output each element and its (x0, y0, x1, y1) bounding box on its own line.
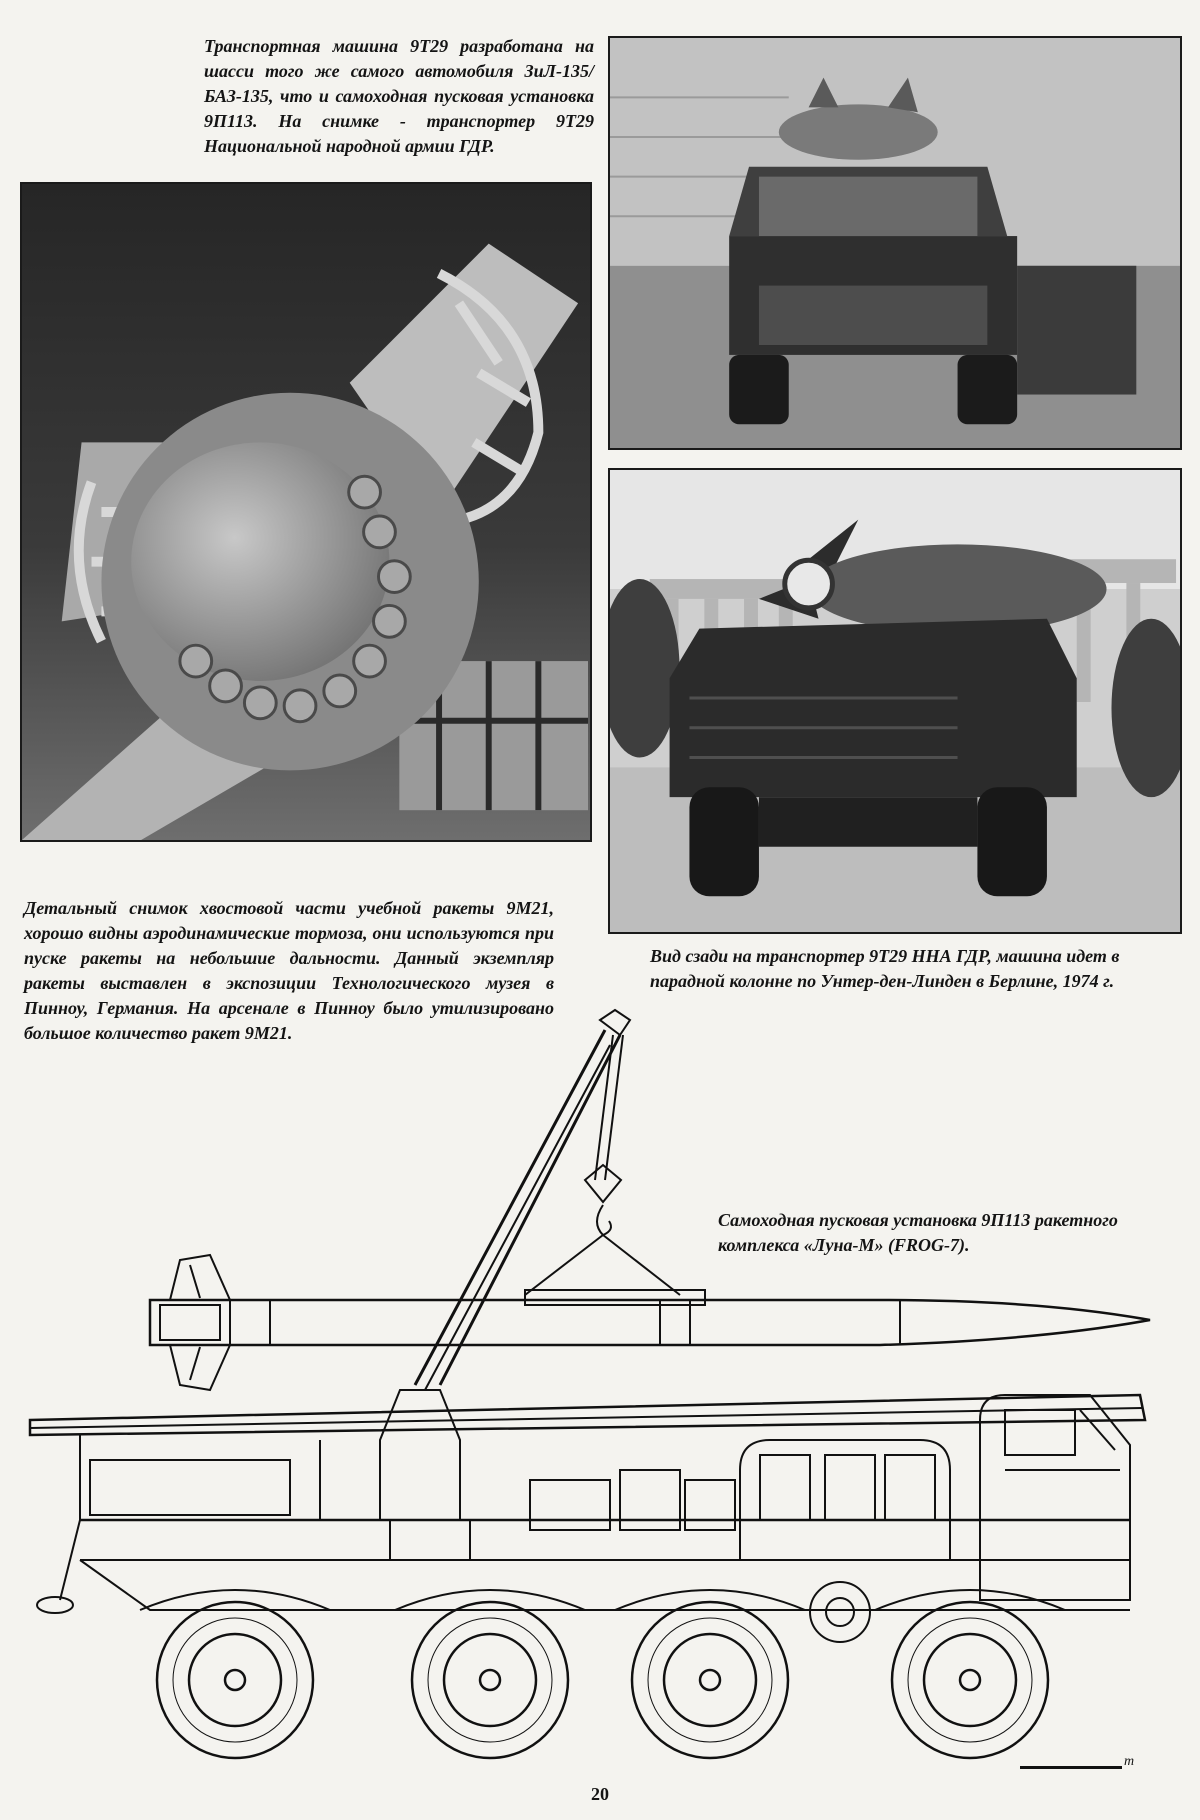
caption-launcher-drawing: Самоходная пусковая установка 9П113 ракетного комплекса «Луна-М» (FROG-7). (718, 1210, 1118, 1255)
page-number: 20 (591, 1784, 609, 1804)
photo-transporter-front (608, 36, 1182, 450)
photo-missile-tail (20, 182, 592, 842)
scale-bar (1020, 1766, 1122, 1769)
photo-transporter-rear (608, 468, 1182, 934)
caption-transporter-rear: Вид сзади на транспортер 9Т29 ННА ГДР, машина идет в парадной колонне по Унтер-ден-Линден в Берлине, 1974 г. (650, 946, 1120, 991)
caption-transporter: Транспортная машина 9Т29 разработана на шасси того же самого автомобиля ЗиЛ-135/ БАЗ-135, что и самоходная пусковая установка 9П113. На снимке - транспортер 9Т29 Национальной народной армии ГДР. (204, 36, 594, 156)
scale-label: m (1124, 1754, 1135, 1769)
launcher-line-drawing (20, 1000, 1190, 1770)
caption-missile-tail: Детальный снимок хвостовой части учебной ракеты 9М21, хорошо видны аэродинамические тормоза, они используются при пуске ракеты на небольшие дальности. Данный экземпляр ракеты выставлен в экспозиции Технологического музея в Пинноу, Германия. На арсенале в Пинноу было утилизировано большое количество ракет 9М21. (24, 898, 554, 1043)
